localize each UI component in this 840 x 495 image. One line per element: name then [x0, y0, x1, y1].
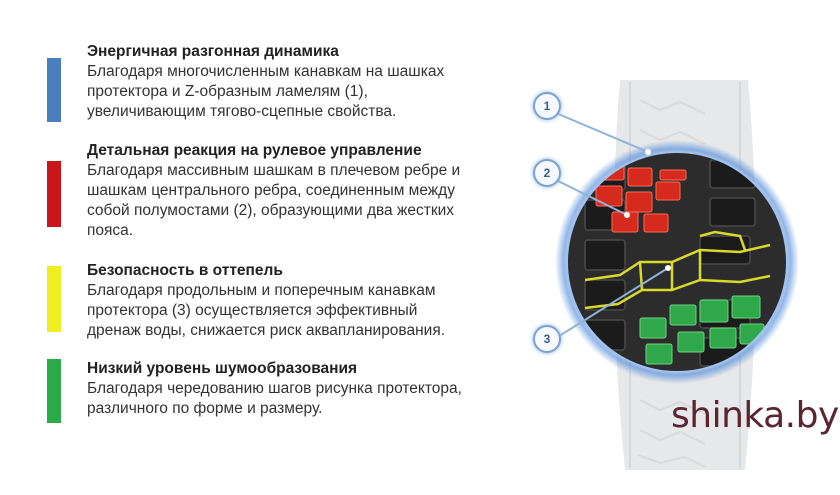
feature-text: [87, 141, 517, 241]
feature-desc-line: протектора (3) осуществляется эффективный: [87, 302, 418, 319]
feature-desc-line: Благодаря чередованию шагов рисунка протектора,: [87, 380, 462, 397]
feature-desc-line: Благодаря продольным и поперечным канавкам: [87, 282, 436, 299]
callout-number: 2: [543, 166, 551, 180]
feature-desc-line: увеличивающим тягово-сцепные свойства.: [87, 103, 397, 120]
feature-desc-line: различного по форме и размеру.: [87, 400, 323, 417]
feature-title: Детальная реакция на рулевое управление: [87, 142, 422, 159]
color-bar-yellow: [47, 266, 61, 332]
feature-desc-line: Благодаря многочисленным канавкам на шашках: [87, 63, 445, 80]
color-bar-red: [47, 161, 61, 227]
feature-desc-line: пояса.: [87, 222, 134, 239]
feature-desc-line: дренаж воды, снижается риск аквапланирования.: [87, 322, 446, 339]
feature-desc-line: Благодаря массивным шашкам в плечевом ребре и: [87, 162, 461, 179]
feature-text: [87, 42, 517, 122]
color-bar-blue: [47, 58, 61, 122]
feature-desc-line: протектора и Z-образным ламелям (1),: [87, 83, 368, 100]
feature-desc-line: собой полумостами (2), образующими два жестких: [87, 202, 455, 219]
feature-desc-line: шашкам центрального ребра, соединенным между: [87, 182, 455, 199]
callout-3: [533, 325, 561, 353]
callout-2: [533, 159, 561, 187]
callout-1: [533, 92, 561, 120]
feature-title: Энергичная разгонная динамика: [87, 43, 339, 60]
feature-title: Безопасность в оттепель: [87, 262, 283, 279]
callout-number: 3: [543, 332, 551, 346]
feature-text: [87, 261, 517, 341]
color-bar-green: [47, 359, 61, 423]
feature-text: [87, 359, 517, 419]
feature-title: Низкий уровень шумообразования: [87, 360, 358, 377]
brand-logo[interactable]: shinka.by: [671, 395, 839, 436]
callout-number: 1: [543, 99, 551, 113]
